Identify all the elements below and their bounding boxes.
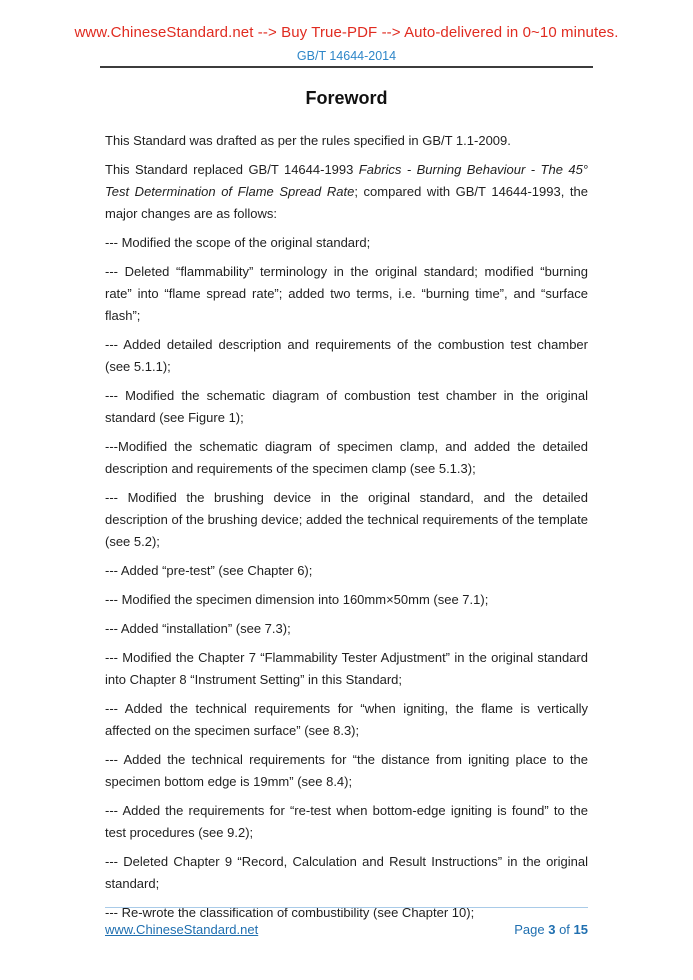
paragraph: --- Modified the Chapter 7 “Flammability Tester Adjustment” in the original standard into Chapter 8 “Instrument Setting” in this Standard; [105, 650, 588, 687]
paragraph: ---Modified the schematic diagram of specimen clamp, and added the detailed description and requirements of the specimen clamp (see 5.1.3); [105, 439, 588, 476]
paragraph: --- Deleted Chapter 9 “Record, Calculation and Result Instructions” in the original standard; [105, 854, 588, 891]
paragraph: --- Added “installation” (see 7.3); [105, 621, 291, 636]
promo-banner: www.ChineseStandard.net --> Buy True-PDF --> Auto-delivered in 0~10 minutes. [74, 24, 619, 41]
page-footer [105, 922, 588, 937]
paragraph: --- Deleted “flammability” terminology in the original standard; modified “burning rate” into “flame spread rate”; added two terms, i.e. “burning time”, and “surface flash”; [105, 264, 588, 323]
paragraph: --- Modified the brushing device in the original standard, and the detailed description of the brushing device; added the technical requirements of the template (see 5.2); [105, 490, 588, 549]
page-label: Page [514, 922, 545, 937]
paragraph: --- Modified the scope of the original standard; [105, 235, 371, 250]
paragraph: --- Modified the specimen dimension into 160mm×50mm (see 7.1); [105, 592, 489, 607]
paragraph: --- Added the requirements for “re-test when bottom-edge igniting is found” to the test procedures (see 9.2); [105, 803, 588, 840]
of-label: of [559, 922, 570, 937]
footer-rule [105, 907, 588, 908]
paragraph: --- Added detailed description and requirements of the combustion test chamber (see 5.1.1); [105, 337, 588, 374]
paragraph: --- Added the technical requirements for “the distance from igniting place to the specimen bottom edge is 19mm” (see 8.4); [105, 752, 588, 789]
paragraph [105, 159, 588, 225]
header-rule [100, 66, 593, 68]
paragraph: --- Added the technical requirements for “when igniting, the flame is vertically affected on the specimen surface” (see 8.3); [105, 701, 588, 738]
foreword-content [105, 130, 588, 931]
paragraph-text: ; compared with GB/T 14644-1993, the major changes are as follows: [105, 184, 589, 221]
page-number: 3 [548, 922, 556, 937]
page-indicator [514, 922, 588, 937]
page-title: Foreword [305, 88, 388, 108]
total-pages: 15 [573, 922, 588, 937]
paragraph: --- Added “pre-test” (see Chapter 6); [105, 563, 313, 578]
paragraph: --- Re-wrote the classification of combustibility (see Chapter 10); [105, 905, 475, 920]
paragraph-italic-text: Fabrics - Burning Behaviour - The 45° Test Determination of Flame Spread Rate [105, 162, 588, 199]
paragraph: This Standard was drafted as per the rules specified in GB/T 1.1-2009. [105, 133, 511, 148]
paragraph-text: This Standard replaced GB/T 14644-1993 [105, 162, 359, 177]
doc-number: GB/T 14644-2014 [296, 49, 397, 63]
footer-site-link[interactable]: www.ChineseStandard.net [105, 922, 259, 937]
paragraph: --- Modified the schematic diagram of combustion test chamber in the original standard (see Figure 1); [105, 388, 588, 425]
